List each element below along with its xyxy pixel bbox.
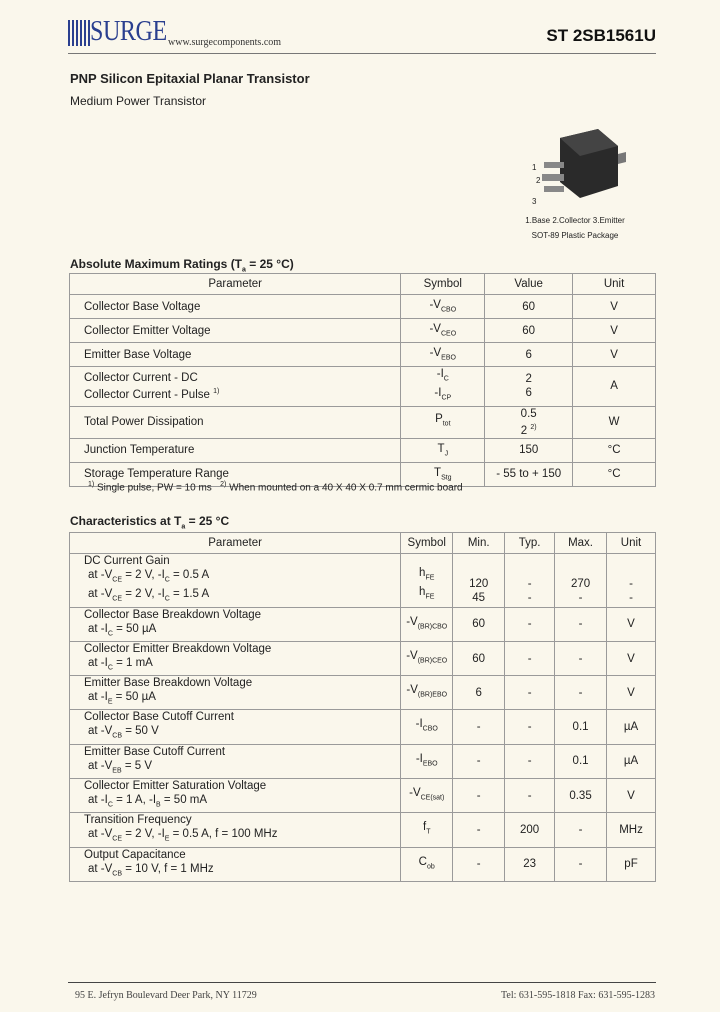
logo-bars-icon <box>68 20 90 46</box>
table-row: Emitter Base Breakdown Voltage at $-I_E = 50$ µA $-V_{(BR)EBO}$ 6 - - V <box>70 676 656 710</box>
page-title: PNP Silicon Epitaxial Planar Transistor <box>70 71 310 86</box>
website-link[interactable]: www.surgecomponents.com <box>168 37 282 48</box>
package-name: SOT-89 Plastic Package <box>531 231 619 240</box>
table-header-row: Parameter Symbol Min. Typ. Max. Unit <box>70 533 656 554</box>
amr-table <box>69 273 656 487</box>
table-row: Transition Frequency at $-V_{CE} = 2$ V, $-I_E = 0.5$ A, f = 100 MHz $f_T$ - 200 - MHz <box>70 813 656 847</box>
table-row: Collector Current - DC Collector Current - Pulse $^{1)}$ $-I_C$ $-I_{CP}$ 2 6 A <box>70 367 656 407</box>
footer-rule <box>68 982 656 983</box>
table-row: Collector Emitter Voltage $-V_{CEO}$ 60 V <box>70 319 656 343</box>
amr-heading: Absolute Maximum Ratings ($T_a = 25$ °C) <box>70 257 294 274</box>
col-unit: Unit <box>573 274 656 295</box>
col-parameter: Parameter <box>70 274 401 295</box>
pin-caption: 1.Base 2.Collector 3.Emitter <box>525 216 625 225</box>
table-row: Emitter Base Cutoff Current at $-V_{EB} = 5$ V $-I_{EBO}$ - - 0.1 µA <box>70 744 656 778</box>
logo-text: SURGE <box>90 16 167 47</box>
characteristics-table <box>69 532 656 882</box>
page-subtitle: Medium Power Transistor <box>70 94 207 108</box>
table-row: Collector Emitter Saturation Voltage at $-I_C = 1$ A, $-I_B = 50$ mA $-V_{CE(sat)}$ - - 0.35 V <box>70 779 656 813</box>
pin-1-label: 1 <box>532 163 537 172</box>
table-header-row <box>70 274 656 295</box>
table-row: Output Capacitance at $-V_{CB} = 10$ V, f = 1 MHz $C_{ob}$ - 23 - pF <box>70 847 656 881</box>
part-number: ST 2SB1561U <box>546 26 656 45</box>
table-row: DC Current Gain at $-V_{CE} = 2$ V, $-I_C = 0.5$ A at $-V_{CE} = 2$ V, $-I_C = 1.5$ A $h_{FE}$ $h_{FE}$ 120 45 - - 270 - - - <box>70 554 656 608</box>
amr-footnotes: $^{1)}$ Single pulse, PW = 10 ms $^{2)}$ When mounted on a 40 X 40 X 0.7 mm cermic board <box>88 481 463 494</box>
footer-address: 95 E. Jefryn Boulevard Deer Park, NY 11729 <box>75 990 257 1001</box>
col-value: Value <box>485 274 573 295</box>
table-row: Storage Temperature Range $T_{Stg}$ - 55 to + 150 °C <box>70 462 656 486</box>
pin-2-label: 2 <box>536 176 541 185</box>
table-row: Junction Temperature $T_J$ 150 °C <box>70 438 656 462</box>
table-row: Collector Base Breakdown Voltage at $-I_C = 50$ µA $-V_{(BR)CBO}$ 60 - - V <box>70 607 656 641</box>
surge-logo <box>68 16 167 48</box>
table-row: Total Power Dissipation $P_{tot}$ 0.5 2 $^{2)}$ W <box>70 406 656 438</box>
table-row: Collector Base Cutoff Current at $-V_{CB} = 50$ V $-I_{CBO}$ - - 0.1 µA <box>70 710 656 744</box>
header-rule <box>68 53 656 54</box>
char-heading: Characteristics at $T_a = 25$ °C <box>70 514 230 531</box>
footer-phone: Tel: 631-595-1818 Fax: 631-595-1283 <box>500 990 655 1001</box>
package-caption <box>510 213 640 243</box>
sot89-package-icon <box>520 124 630 212</box>
table-row: Emitter Base Voltage $-V_{EBO}$ 6 V <box>70 343 656 367</box>
pin-3-label: 3 <box>532 197 537 206</box>
table-row: Collector Base Voltage $-V_{CBO}$ 60 V <box>70 295 656 319</box>
table-row: Collector Emitter Breakdown Voltage at $-I_C = 1$ mA $-V_{(BR)CEO}$ 60 - - V <box>70 641 656 675</box>
col-symbol: Symbol <box>401 274 485 295</box>
